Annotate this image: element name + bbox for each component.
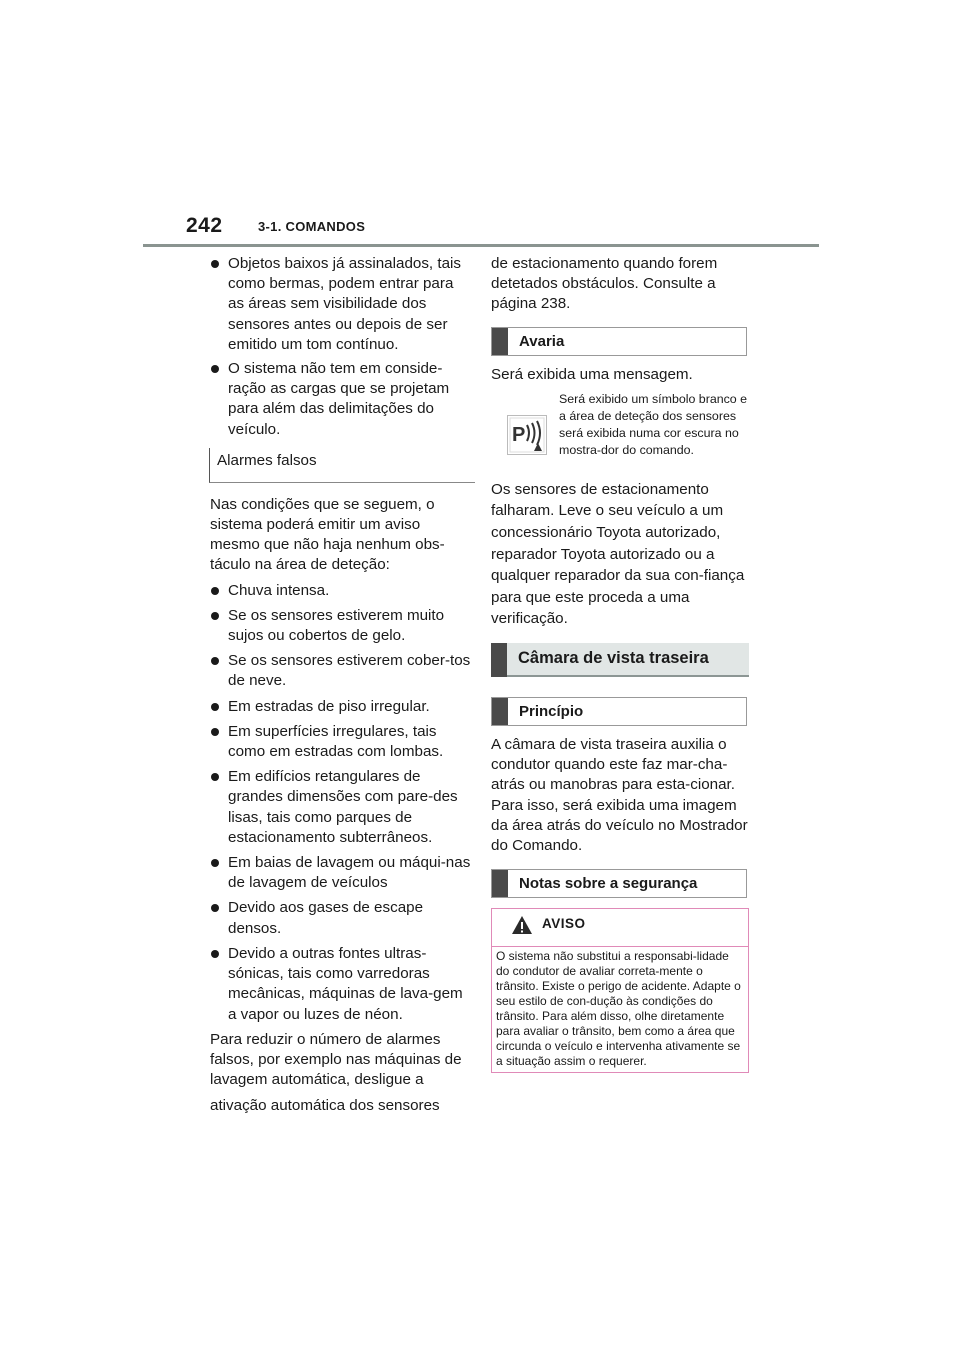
symbol-row	[491, 389, 753, 479]
sensors-failed-paragraph: Os sensores de estacionamento falharam. Leve o seu veículo a um concessionário Toyota autorizado, reparador Toyota autorizado ou a qualquer reparador da sua con-fiança para que este proceda a uma verificação.	[491, 480, 745, 628]
symbol-description: Será exibido um símbolo branco e a área de deteção dos sensores será exibida numa cor escura no mostra-dor do comando.	[559, 391, 748, 457]
principio-heading: Princípio	[491, 697, 747, 726]
page-number: 242	[186, 214, 223, 237]
left-column	[210, 254, 472, 1117]
parking-sensor-icon	[507, 415, 547, 455]
message-paragraph: Será exibida uma mensagem.	[491, 365, 693, 383]
heading-bar	[492, 328, 508, 355]
alarmes-falsos-heading: Alarmes falsos	[209, 448, 475, 483]
warning-text: O sistema não substitui a responsabi-lidade do condutor de avaliar correta-mente o trânsito. Existe o perigo de acidente. Adapte o seu estilo de con-dução às condições do trânsito. Para além disso, olhe diretamente para avaliar o trânsito, bem como a área que circunda o veículo e intervenha ativamente se a situação assim o requerer.	[496, 949, 741, 1068]
list-item: Objetos baixos já assinalados, tais como bermas, podem entrar para as áreas sem visibilidade dos sensores antes ou depois de ser emitido um tom contínuo.	[210, 254, 472, 355]
list-item: Devido aos gases de escape densos.	[210, 898, 472, 938]
list-item: Chuva intensa.	[210, 581, 472, 601]
notas-heading: Notas sobre a segurança	[491, 869, 747, 898]
warning-title: AVISO	[542, 916, 586, 932]
avaria-heading: Avaria	[491, 327, 747, 356]
heading-bar	[492, 870, 508, 897]
bullet-list-alarms	[210, 581, 472, 1025]
heading-bar	[492, 698, 508, 725]
svg-text:P: P	[512, 423, 526, 446]
alarmes-intro: Nas condições que se seguem, o sistema poderá emitir um aviso mesmo que não haja nenhum obs-táculo na área de deteção:	[210, 495, 445, 574]
list-item: Se os sensores estiverem cober-tos de neve.	[210, 651, 472, 691]
list-item: Em estradas de piso irregular.	[210, 697, 472, 717]
right-column	[491, 254, 753, 1073]
list-item: Devido a outras fontes ultras-sónicas, tais como varredoras mecânicas, máquinas de lava-gem a vapor ou luzes de néon.	[210, 944, 472, 1025]
header-rule	[143, 244, 819, 247]
continuation-paragraph: de estacionamento quando forem detetados obstáculos. Consulte a página 238.	[491, 255, 718, 313]
heading-bar	[491, 643, 507, 677]
principio-paragraph: A câmara de vista traseira auxilia o condutor quando este faz mar-cha-atrás ou manobras para esta-cionar. Para isso, será exibida uma imagem da área atrás do veículo no Mostrador do Comando.	[491, 735, 748, 854]
list-item: O sistema não tem em conside-ração as cargas que se projetam para além das delimitações do veículo.	[210, 359, 472, 440]
list-item: Em edifícios retangulares de grandes dimensões com pare-des lisas, tais como parques de estacionamento subterrâneos.	[210, 767, 472, 848]
warning-box	[491, 908, 749, 1073]
closing-paragraph-end: ativação automática dos sensores	[210, 1097, 440, 1115]
warning-header	[492, 909, 748, 946]
list-item: Em superfícies irregulares, tais como em estradas com lombas.	[210, 722, 472, 762]
warning-triangle-icon	[511, 915, 533, 935]
closing-paragraph: Para reduzir o número de alarmes falsos, por exemplo nas máquinas de lavagem automática, desligue a	[210, 1030, 462, 1089]
list-item: Em baias de lavagem ou máqui-nas de lavagem de veículos	[210, 853, 472, 893]
camera-heading: Câmara de vista traseira	[491, 643, 749, 677]
bullet-list-top	[210, 254, 472, 440]
list-item: Se os sensores estiverem muito sujos ou cobertos de gelo.	[210, 606, 472, 646]
section-title: 3-1. COMANDOS	[258, 219, 366, 234]
